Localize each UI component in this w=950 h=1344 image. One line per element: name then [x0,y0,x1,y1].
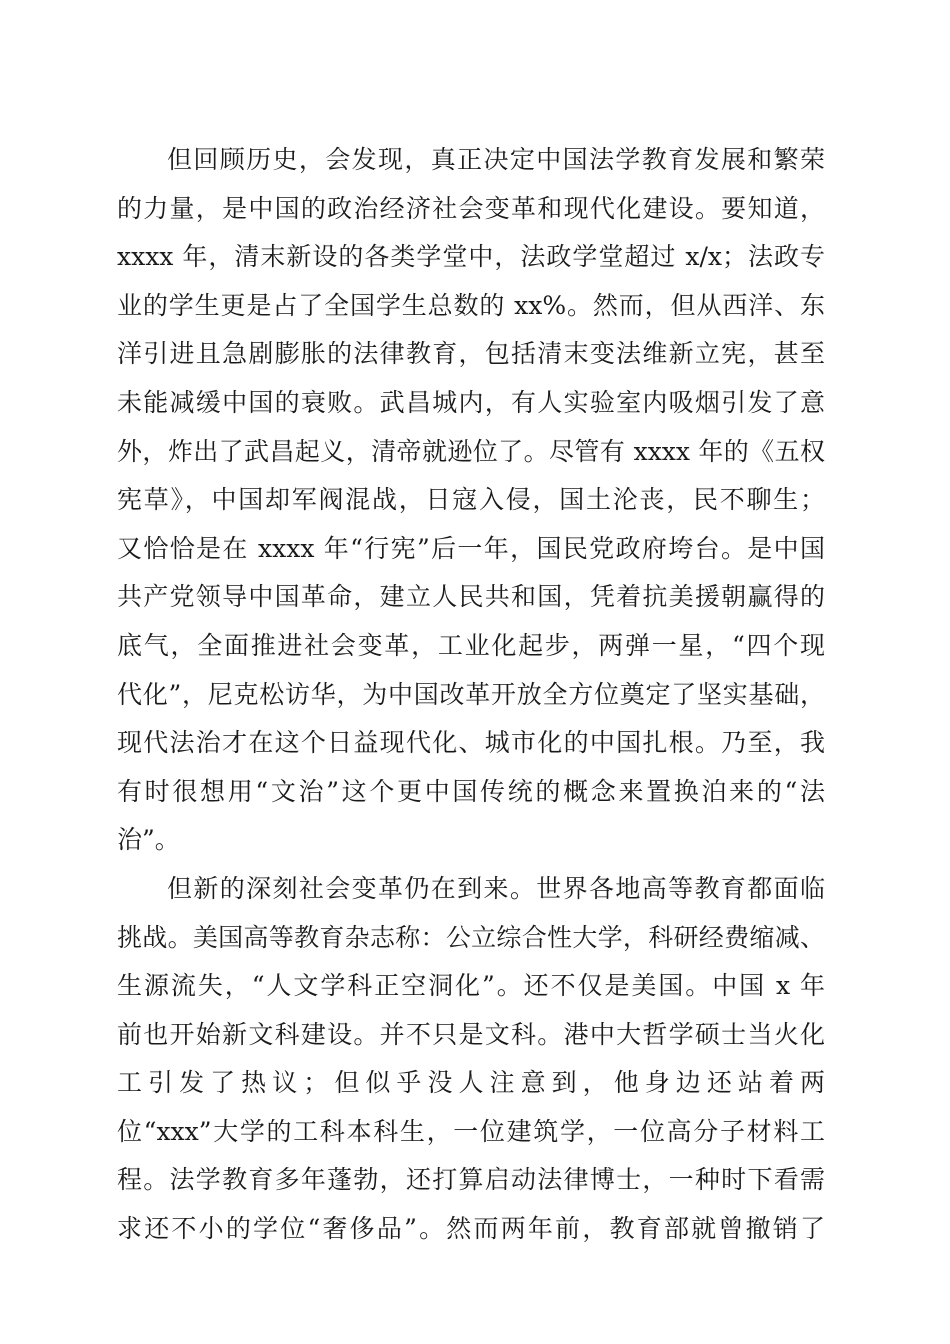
text-line: 治”。 [117,825,180,855]
text-line: 现代法治才在这个日益现代化、城市化的中国扎根。乃至，我 [117,728,825,758]
text-line: 挑战。美国高等教育杂志称：公立综合性大学，科研经费缩减、 [117,922,825,952]
text-line: 业的学生更是占了全国学生总数的 xx%。然而，但从西洋、东 [117,290,825,320]
text-line: 工引发了热议；但似乎没人注意到，他身边还站着两 [117,1068,825,1098]
text-line: 代化”，尼克松访华，为中国改革开放全方位奠定了坚实基础， [117,679,825,709]
text-line: 但回顾历史，会发现，真正决定中国法学教育发展和繁荣 [167,145,825,174]
paragraph-2 [117,865,825,1254]
body-text [117,136,825,1254]
text-line: 有时很想用“文治”这个更中国传统的概念来置换泊来的“法 [117,776,825,806]
text-line: 洋引进且急剧膨胀的法律教育，包括清末变法维新立宪，甚至 [117,339,825,369]
text-line: 底气，全面推进社会变革，工业化起步，两弹一星，“四个现 [117,630,825,660]
text-line: 求还不小的学位“奢侈品”。然而两年前，教育部就曾撤销了 [117,1214,825,1244]
text-line: 又恰恰是在 xxxx 年“行宪”后一年，国民党政府垮台。是中国 [117,533,825,563]
text-line: 程。法学教育多年蓬勃，还打算启动法律博士，一种时下看需 [117,1165,825,1195]
text-line: 但新的深刻社会变革仍在到来。世界各地高等教育都面临 [167,873,825,903]
text-line: 宪草》，中国却军阀混战，日寇入侵，国土沦丧，民不聊生； [117,485,825,515]
text-line: 的力量，是中国的政治经济社会变革和现代化建设。要知道， [117,193,825,223]
text-line: 位“xxx”大学的工科本科生，一位建筑学，一位高分子材料工 [117,1116,825,1146]
text-line: 未能减缓中国的衰败。武昌城内，有人实验室内吸烟引发了意 [117,387,825,417]
text-line: 生源流失，“人文学科正空洞化”。还不仅是美国。中国 x 年 [117,971,825,1001]
text-line: 前也开始新文科建设。并不只是文科。港中大哲学硕士当火化 [117,1019,825,1049]
paragraph-1 [117,136,825,865]
text-line: 共产党领导中国革命，建立人民共和国，凭着抗美援朝赢得的 [117,582,825,612]
text-line: xxxx 年，清末新设的各类学堂中，法政学堂超过 x/x；法政专 [117,242,825,272]
text-line: 外，炸出了武昌起义，清帝就逊位了。尽管有 xxxx 年的《五权 [117,436,825,466]
